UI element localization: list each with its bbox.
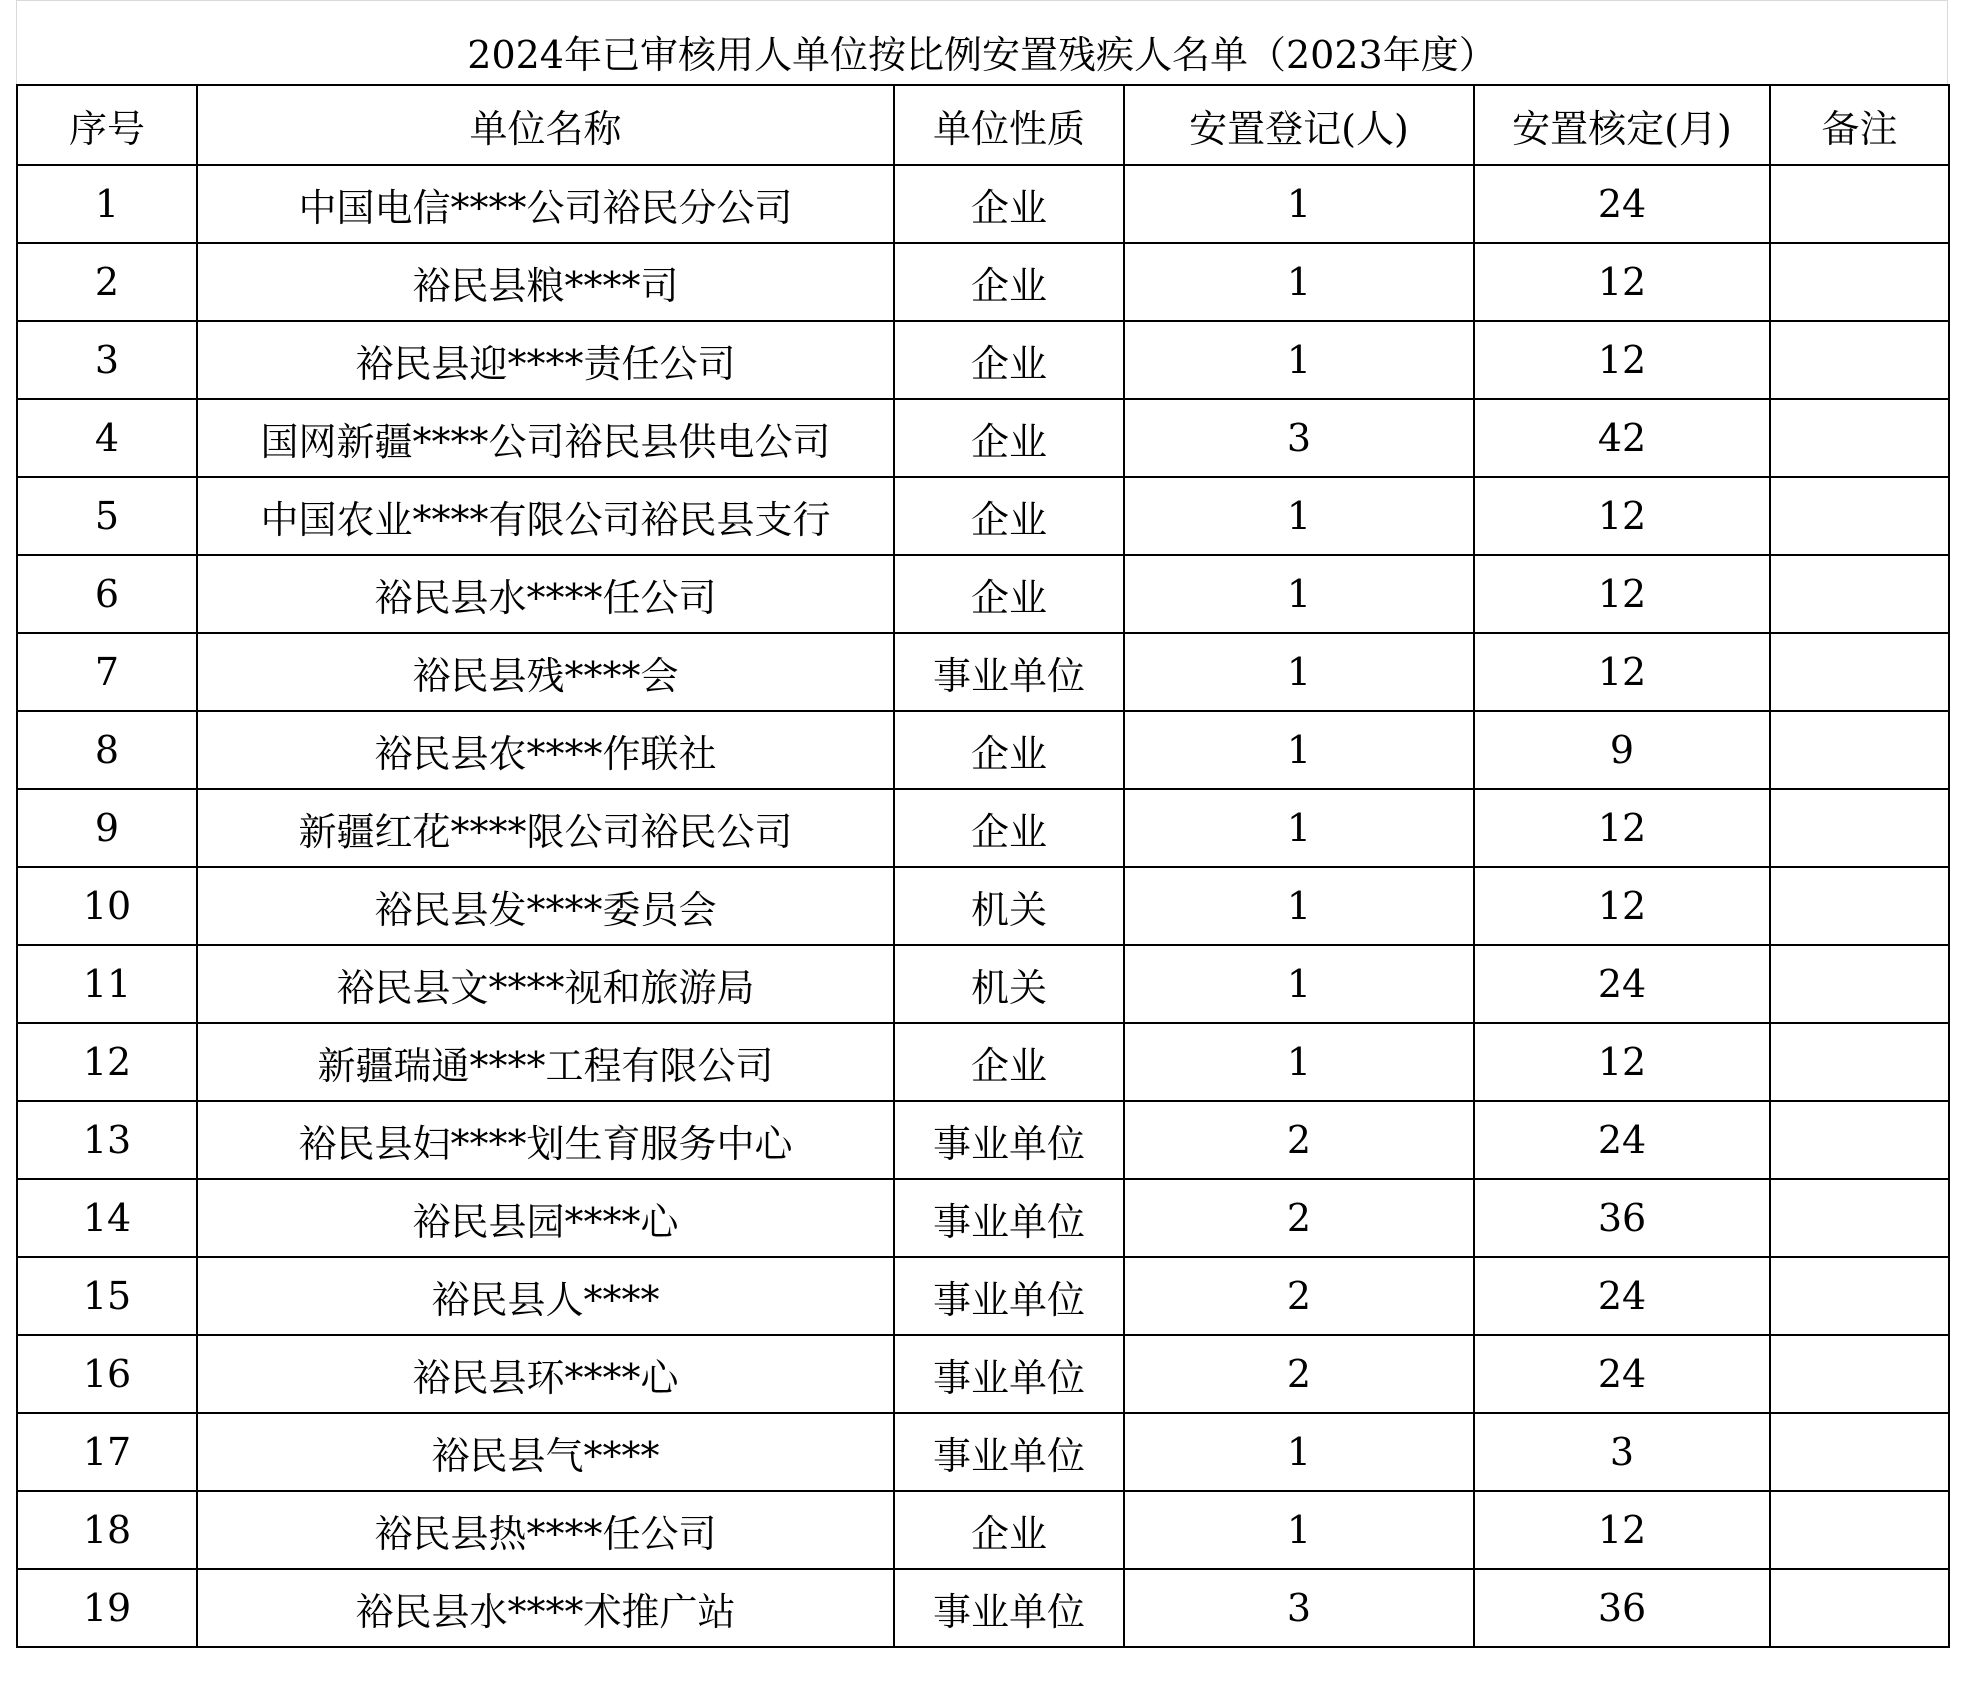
cell-seq: 18 — [17, 1491, 197, 1569]
cell-unit-name: 中国电信****公司裕民分公司 — [197, 165, 894, 243]
table-body — [17, 165, 1949, 1647]
cell-note — [1770, 1491, 1949, 1569]
cell-unit-name: 裕民县人**** — [197, 1257, 894, 1335]
cell-verified: 24 — [1474, 1101, 1770, 1179]
cell-verified: 12 — [1474, 321, 1770, 399]
header-seq: 序号 — [17, 85, 197, 165]
cell-unit-type: 事业单位 — [894, 1179, 1124, 1257]
cell-unit-type: 企业 — [894, 477, 1124, 555]
cell-registered: 2 — [1124, 1335, 1474, 1413]
cell-verified: 12 — [1474, 1023, 1770, 1101]
cell-seq: 4 — [17, 399, 197, 477]
cell-seq: 10 — [17, 867, 197, 945]
cell-verified: 12 — [1474, 1491, 1770, 1569]
cell-unit-name: 裕民县气**** — [197, 1413, 894, 1491]
cell-note — [1770, 1569, 1949, 1647]
cell-seq: 3 — [17, 321, 197, 399]
cell-unit-name: 裕民县残****会 — [197, 633, 894, 711]
cell-registered: 1 — [1124, 1491, 1474, 1569]
cell-registered: 3 — [1124, 1569, 1474, 1647]
cell-unit-name: 裕民县水****任公司 — [197, 555, 894, 633]
cell-seq: 2 — [17, 243, 197, 321]
table-row — [17, 945, 1949, 1023]
cell-registered: 1 — [1124, 243, 1474, 321]
cell-seq: 14 — [17, 1179, 197, 1257]
cell-registered: 3 — [1124, 399, 1474, 477]
cell-verified: 24 — [1474, 945, 1770, 1023]
cell-registered: 1 — [1124, 789, 1474, 867]
cell-note — [1770, 867, 1949, 945]
cell-registered: 2 — [1124, 1257, 1474, 1335]
cell-registered: 1 — [1124, 555, 1474, 633]
table-row — [17, 1413, 1949, 1491]
cell-note — [1770, 1413, 1949, 1491]
cell-unit-type: 事业单位 — [894, 1257, 1124, 1335]
cell-verified: 42 — [1474, 399, 1770, 477]
cell-unit-name: 国网新疆****公司裕民县供电公司 — [197, 399, 894, 477]
cell-seq: 19 — [17, 1569, 197, 1647]
cell-unit-name: 裕民县热****任公司 — [197, 1491, 894, 1569]
document-sheet — [16, 0, 1948, 1648]
table-row — [17, 1491, 1949, 1569]
table-row — [17, 867, 1949, 945]
document-title: 2024年已审核用人单位按比例安置残疾人名单（2023年度） — [16, 0, 1948, 84]
cell-unit-type: 机关 — [894, 945, 1124, 1023]
cell-unit-type: 企业 — [894, 1023, 1124, 1101]
cell-seq: 17 — [17, 1413, 197, 1491]
cell-verified: 12 — [1474, 633, 1770, 711]
cell-note — [1770, 1335, 1949, 1413]
header-registered: 安置登记(人) — [1124, 85, 1474, 165]
table-row — [17, 321, 1949, 399]
cell-note — [1770, 1101, 1949, 1179]
cell-registered: 1 — [1124, 477, 1474, 555]
cell-unit-type: 企业 — [894, 789, 1124, 867]
table-row — [17, 165, 1949, 243]
cell-unit-name: 裕民县文****视和旅游局 — [197, 945, 894, 1023]
cell-unit-name: 新疆红花****限公司裕民公司 — [197, 789, 894, 867]
cell-unit-name: 裕民县农****作联社 — [197, 711, 894, 789]
table-row — [17, 1569, 1949, 1647]
table-row — [17, 1023, 1949, 1101]
table-row — [17, 1257, 1949, 1335]
cell-verified: 36 — [1474, 1179, 1770, 1257]
cell-unit-type: 企业 — [894, 399, 1124, 477]
cell-note — [1770, 1023, 1949, 1101]
cell-registered: 1 — [1124, 321, 1474, 399]
cell-seq: 7 — [17, 633, 197, 711]
table-row — [17, 399, 1949, 477]
cell-seq: 16 — [17, 1335, 197, 1413]
cell-verified: 24 — [1474, 1257, 1770, 1335]
header-unit-type: 单位性质 — [894, 85, 1124, 165]
cell-verified: 12 — [1474, 867, 1770, 945]
table-row — [17, 633, 1949, 711]
cell-registered: 1 — [1124, 711, 1474, 789]
cell-unit-type: 企业 — [894, 165, 1124, 243]
cell-registered: 2 — [1124, 1179, 1474, 1257]
table-row — [17, 1179, 1949, 1257]
cell-verified: 24 — [1474, 1335, 1770, 1413]
cell-verified: 12 — [1474, 477, 1770, 555]
cell-seq: 12 — [17, 1023, 197, 1101]
cell-unit-name: 裕民县水****术推广站 — [197, 1569, 894, 1647]
cell-note — [1770, 321, 1949, 399]
table-row — [17, 555, 1949, 633]
table-row — [17, 1101, 1949, 1179]
cell-seq: 15 — [17, 1257, 197, 1335]
cell-note — [1770, 477, 1949, 555]
cell-unit-type: 企业 — [894, 1491, 1124, 1569]
table-row — [17, 789, 1949, 867]
cell-seq: 9 — [17, 789, 197, 867]
cell-unit-name: 裕民县环****心 — [197, 1335, 894, 1413]
cell-verified: 36 — [1474, 1569, 1770, 1647]
cell-note — [1770, 399, 1949, 477]
cell-seq: 6 — [17, 555, 197, 633]
cell-note — [1770, 165, 1949, 243]
cell-unit-name: 裕民县发****委员会 — [197, 867, 894, 945]
cell-note — [1770, 243, 1949, 321]
cell-verified: 12 — [1474, 555, 1770, 633]
cell-unit-type: 企业 — [894, 711, 1124, 789]
cell-verified: 24 — [1474, 165, 1770, 243]
cell-unit-type: 企业 — [894, 243, 1124, 321]
table-header-row — [17, 85, 1949, 165]
cell-verified: 12 — [1474, 789, 1770, 867]
cell-unit-name: 裕民县园****心 — [197, 1179, 894, 1257]
cell-unit-type: 事业单位 — [894, 1569, 1124, 1647]
cell-unit-type: 事业单位 — [894, 1101, 1124, 1179]
cell-verified: 12 — [1474, 243, 1770, 321]
cell-seq: 11 — [17, 945, 197, 1023]
header-unit-name: 单位名称 — [197, 85, 894, 165]
cell-registered: 1 — [1124, 945, 1474, 1023]
cell-unit-type: 事业单位 — [894, 1413, 1124, 1491]
cell-note — [1770, 789, 1949, 867]
table-row — [17, 711, 1949, 789]
table-row — [17, 477, 1949, 555]
cell-seq: 13 — [17, 1101, 197, 1179]
cell-note — [1770, 555, 1949, 633]
cell-verified: 9 — [1474, 711, 1770, 789]
cell-unit-name: 中国农业****有限公司裕民县支行 — [197, 477, 894, 555]
cell-registered: 1 — [1124, 165, 1474, 243]
cell-note — [1770, 1179, 1949, 1257]
cell-unit-type: 企业 — [894, 321, 1124, 399]
cell-registered: 1 — [1124, 1023, 1474, 1101]
cell-note — [1770, 945, 1949, 1023]
cell-verified: 3 — [1474, 1413, 1770, 1491]
placement-table — [16, 84, 1950, 1648]
cell-unit-type: 机关 — [894, 867, 1124, 945]
table-row — [17, 1335, 1949, 1413]
cell-unit-name: 裕民县妇****划生育服务中心 — [197, 1101, 894, 1179]
cell-note — [1770, 633, 1949, 711]
cell-seq: 5 — [17, 477, 197, 555]
cell-note — [1770, 711, 1949, 789]
header-note: 备注 — [1770, 85, 1949, 165]
cell-unit-name: 裕民县粮****司 — [197, 243, 894, 321]
header-verified: 安置核定(月) — [1474, 85, 1770, 165]
cell-registered: 1 — [1124, 1413, 1474, 1491]
cell-registered: 1 — [1124, 633, 1474, 711]
cell-unit-type: 事业单位 — [894, 1335, 1124, 1413]
cell-unit-name: 裕民县迎****责任公司 — [197, 321, 894, 399]
cell-unit-type: 事业单位 — [894, 633, 1124, 711]
table-row — [17, 243, 1949, 321]
cell-seq: 8 — [17, 711, 197, 789]
cell-unit-type: 企业 — [894, 555, 1124, 633]
cell-seq: 1 — [17, 165, 197, 243]
cell-registered: 1 — [1124, 867, 1474, 945]
cell-note — [1770, 1257, 1949, 1335]
cell-registered: 2 — [1124, 1101, 1474, 1179]
cell-unit-name: 新疆瑞通****工程有限公司 — [197, 1023, 894, 1101]
